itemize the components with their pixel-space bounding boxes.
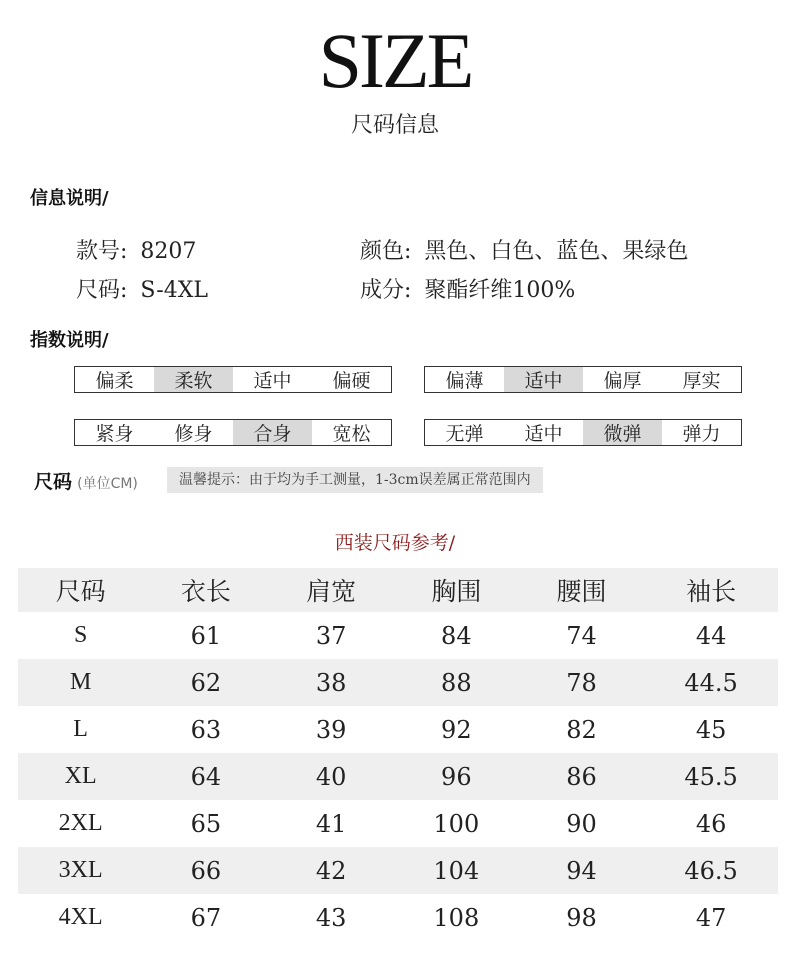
- measurement-cell: 45.5: [684, 762, 738, 791]
- size-table: [18, 568, 778, 941]
- fit-option: 修身: [174, 423, 213, 445]
- measurement-cell: 65: [190, 809, 222, 838]
- measurement-cell: 61: [190, 621, 222, 650]
- softness-option: 适中: [253, 370, 292, 392]
- table-row: [18, 847, 778, 894]
- size-unit: (单位CM): [77, 476, 138, 492]
- softness-option: 柔软: [154, 367, 233, 392]
- fit-option: 宽松: [332, 423, 371, 445]
- elasticity-scale: [424, 419, 742, 446]
- elasticity-option: 微弹: [583, 420, 662, 445]
- size-cell: 3XL: [58, 857, 103, 883]
- color-info: [360, 234, 688, 265]
- size-range-value: S-4XL: [140, 278, 209, 303]
- column-header: 袖长: [686, 577, 737, 606]
- measurement-cell: 108: [433, 903, 480, 932]
- thickness-option: 偏薄: [445, 370, 484, 392]
- measurement-cell: 84: [441, 621, 472, 650]
- elasticity-option: 适中: [524, 423, 563, 445]
- measurement-tip: 温馨提示：由于均为手工测量，1-3cm误差属正常范围内: [167, 467, 543, 493]
- measurement-cell: 90: [566, 809, 597, 838]
- table-row: [18, 753, 778, 800]
- measurement-cell: 94: [566, 856, 597, 885]
- size-heading-group: [34, 467, 138, 494]
- measurement-cell: 39: [315, 715, 347, 744]
- measurement-cell: 104: [433, 856, 480, 885]
- page-title: SIZE: [318, 17, 472, 104]
- thickness-scale: [424, 366, 742, 393]
- softness-scale: [74, 366, 392, 393]
- size-cell: L: [73, 716, 88, 742]
- measurement-cell: 82: [566, 715, 597, 744]
- material-info: [360, 273, 575, 304]
- style-number-label: 款号:: [76, 239, 128, 264]
- measurement-cell: 98: [566, 903, 597, 932]
- size-range-label: 尺码:: [76, 278, 128, 303]
- fit-option: 合身: [233, 420, 312, 445]
- measurement-cell: 45: [695, 715, 727, 744]
- measurement-cell: 92: [441, 715, 472, 744]
- table-header-row: [18, 568, 778, 612]
- measurement-cell: 74: [566, 621, 597, 650]
- table-row: [18, 800, 778, 847]
- column-header: 腰围: [556, 577, 607, 606]
- elasticity-option: 无弹: [445, 423, 484, 445]
- size-cell: M: [69, 669, 92, 695]
- size-cell: 4XL: [58, 904, 103, 930]
- measurement-cell: 96: [441, 762, 472, 791]
- table-body: [18, 612, 778, 941]
- softness-option: 偏柔: [95, 370, 134, 392]
- column-header: 衣长: [180, 577, 231, 606]
- softness-option: 偏硬: [332, 370, 371, 392]
- style-number: [76, 234, 196, 265]
- measurement-cell: 40: [315, 762, 347, 791]
- measurement-cell: 47: [695, 903, 727, 932]
- size-heading: 尺码: [34, 471, 73, 493]
- measurement-cell: 37: [315, 621, 347, 650]
- measurement-cell: 86: [566, 762, 597, 791]
- measurement-cell: 44.5: [684, 668, 738, 697]
- size-table-title: 西装尺码参考/: [334, 532, 456, 554]
- measurement-cell: 64: [190, 762, 222, 791]
- measurement-cell: 100: [433, 809, 480, 838]
- table-row: [18, 612, 778, 659]
- fit-option: 紧身: [95, 423, 134, 445]
- material-value: 聚酯纤维100%: [424, 278, 576, 303]
- measurement-cell: 66: [190, 856, 222, 885]
- measurement-cell: 46.5: [684, 856, 738, 885]
- info-heading: 信息说明/: [30, 188, 109, 209]
- material-label: 成分:: [360, 278, 412, 303]
- thickness-option: 适中: [504, 367, 583, 392]
- column-header: 尺码: [55, 577, 106, 606]
- measurement-cell: 63: [190, 715, 222, 744]
- measurement-cell: 44: [695, 621, 727, 650]
- measurement-cell: 46: [695, 809, 727, 838]
- measurement-cell: 88: [441, 668, 472, 697]
- table-row: [18, 659, 778, 706]
- column-header: 肩宽: [306, 577, 357, 606]
- color-value: 黑色、白色、蓝色、果绿色: [424, 239, 689, 264]
- measurement-cell: 62: [190, 668, 222, 697]
- thickness-option: 偏厚: [603, 370, 642, 392]
- style-number-value: 8207: [140, 239, 197, 264]
- thickness-option: 厚实: [682, 370, 721, 392]
- measurement-cell: 41: [315, 809, 347, 838]
- table-row: [18, 894, 778, 941]
- measurement-cell: 67: [190, 903, 222, 932]
- column-header: 胸围: [431, 577, 482, 606]
- elasticity-option: 弹力: [682, 423, 721, 445]
- size-range: [76, 273, 208, 304]
- measurement-cell: 78: [566, 668, 597, 697]
- size-cell: S: [73, 622, 88, 648]
- index-heading: 指数说明/: [30, 330, 109, 351]
- measurement-cell: 38: [315, 668, 347, 697]
- color-label: 颜色:: [360, 239, 412, 264]
- page-subtitle: 尺码信息: [350, 113, 439, 138]
- size-cell: 2XL: [58, 810, 103, 836]
- measurement-cell: 42: [315, 856, 347, 885]
- size-cell: XL: [64, 763, 97, 789]
- measurement-cell: 43: [315, 903, 347, 932]
- table-row: [18, 706, 778, 753]
- fit-scale: [74, 419, 392, 446]
